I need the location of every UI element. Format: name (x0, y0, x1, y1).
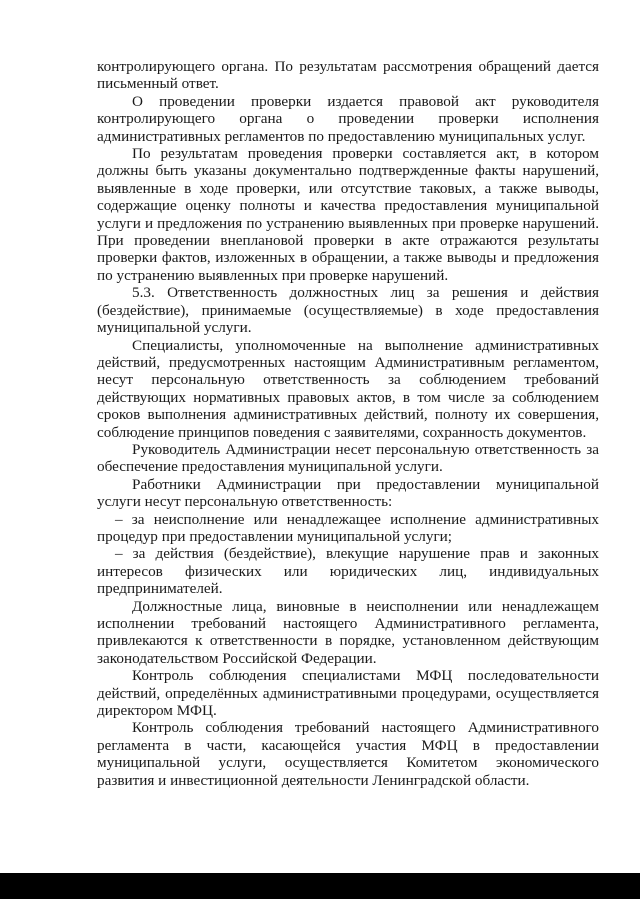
list-item-1: – за неисполнение или ненадлежащее исполнение административных процедур при предоставлении муниципальной услуги; (97, 510, 599, 545)
paragraph-3: По результатам проведения проверки составляется акт, в котором должны быть указаны документально подтвержденные факты нарушений, выявленные в ходе проверки, или отсутствие таковых, а также выводы, содержащие оценку полноты и качества предоставления муниципальной услуги и предложения по устранению выявленных при проверке нарушений. При проведении внеплановой проверки в акте отражаются результаты проверки фактов, изложенных в обращении, а также выводы и предложения по устранению выявленных при проверке нарушений. (97, 145, 599, 284)
paragraph-5: Руководитель Администрации несет персональную ответственность за обеспечение предоставления муниципальной услуги. (97, 440, 599, 476)
paragraph-6: Работники Администрации при предоставлении муниципальной услуги несут персональную ответственность: (97, 475, 599, 511)
paragraph-2: О проведении проверки издается правовой акт руководителя контролирующего органа о проведении проверки исполнения административных регламентов по предоставлению муниципальных услуг. (97, 92, 599, 145)
list-item-2: – за действия (бездействие), влекущие нарушение прав и законных интересов физических или юридических лиц, индивидуальных предпринимателей. (97, 545, 599, 598)
paragraph-9: Контроль соблюдения требований настоящего Административного регламента в части, касающейся участия МФЦ в предоставлении муниципальной услуги, осуществляется Комитетом экономического развития и инвестиционной деятельности Ленинградской области. (97, 719, 599, 789)
scan-bottom-edge (0, 873, 640, 899)
paragraph-8: Контроль соблюдения специалистами МФЦ последовательности действий, определённых административными процедурами, осуществляется директором МФЦ. (97, 667, 599, 720)
document-body (97, 58, 599, 789)
section-heading-5-3: 5.3. Ответственность должностных лиц за решения и действия (бездействие), принимаемые (осуществляемые) в ходе предоставления муниципальной услуги. (97, 284, 599, 337)
paragraph-1: контролирующего органа. По результатам рассмотрения обращений дается письменный ответ. (97, 58, 599, 93)
paragraph-4: Специалисты, уполномоченные на выполнение административных действий, предусмотренных настоящим Административным регламентом, несут персональную ответственность за соблюдением требований действующих нормативных правовых актов, в том числе за соблюдением сроков выполнения административных действий, полноту их совершения, соблюдение принципов поведения с заявителями, сохранность документов. (97, 336, 599, 441)
paragraph-7: Должностные лица, виновные в неисполнении или ненадлежащем исполнении требований настоящего Административного регламента, привлекаются к ответственности в порядке, установленном действующим законодательством Российской Федерации. (97, 597, 599, 667)
